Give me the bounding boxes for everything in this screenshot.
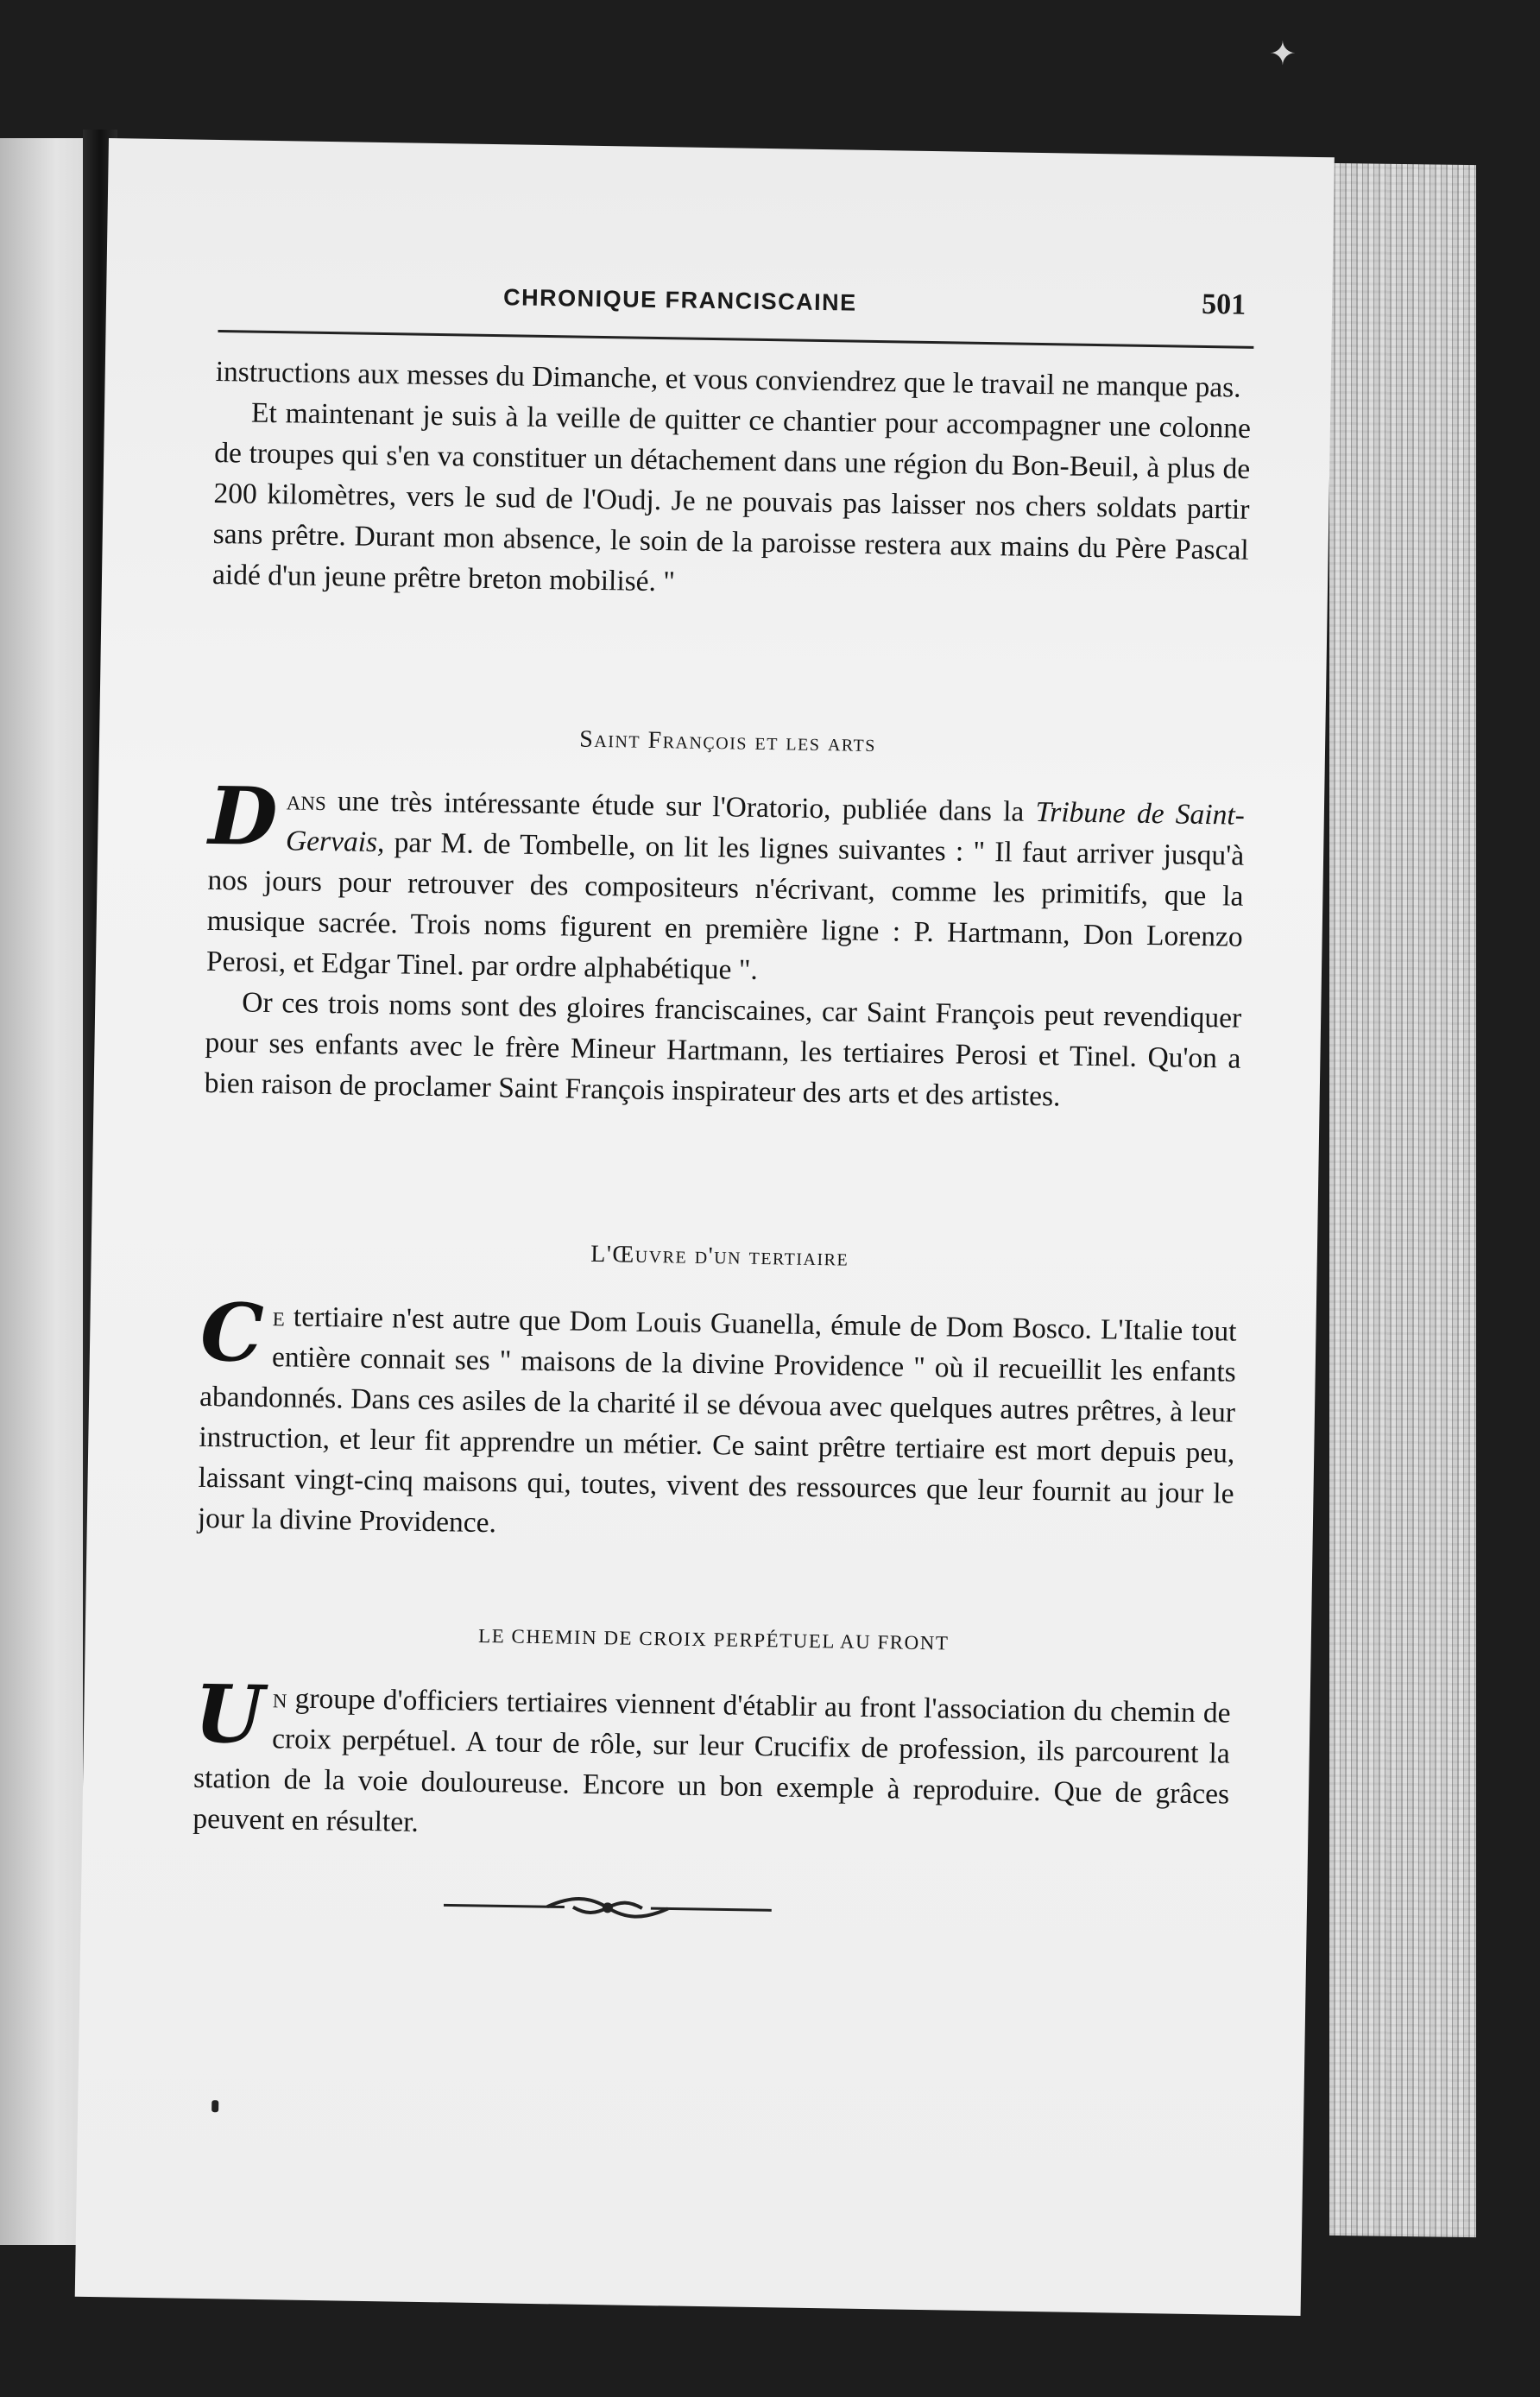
lead-word: ans <box>286 784 327 818</box>
stray-mark <box>211 2100 218 2112</box>
section-saint-francois-body <box>204 768 1246 1120</box>
dropcap-letter: U <box>193 1667 265 1762</box>
section-title-saint-francois: Saint François et les arts <box>579 725 877 758</box>
section-oeuvre-paragraph-1: Ce tertiaire n'est autre que Dom Louis Guanella, émule de Dom Bosco. L'Italie tout entière connait ses " maisons de la divine Providence " où il recueillit les enfants abandonnés. Dans ces asiles de la charité il se dévoua avec quelques autres prêtres, à leur instruction, et leur fit apprendre un métier. Ce saint prêtre tertiaire est mort depuis peu, laissant vingt-cinq maisons qui, toutes, vivent des ressources que leur fournit au jour le jour la divine Providence. <box>197 1285 1237 1540</box>
section-oeuvre-body <box>197 1285 1237 1555</box>
section-title-chemin-de-croix: LE CHEMIN DE CROIX PERPÉTUEL AU FRONT <box>477 1624 950 1654</box>
intro-text <box>212 351 1252 611</box>
intro-paragraph-2: Et maintenant je suis à la veille de quitter ce chantier pour accompagner une colonne de troupes qui s'en va constituer un détachement dans une région du Bon-Beuil, à plus de 200 kilomètres, vers le sud de l'Oudj. Je ne pouvais pas laisser nos chers soldats partir sans prêtre. Durant mon absence, le soin de la paroisse restera aux mains du Père Pascal aidé d'un jeune prêtre breton mobilisé. " <box>211 396 1252 598</box>
section-chemin-body <box>192 1667 1231 1856</box>
intro-paragraph-1: instructions aux messes du Dimanche, et vous conviendrez que le travail ne manque pas. <box>215 355 1241 404</box>
page-edges-stack <box>1329 163 1476 2237</box>
section-saint-francois-paragraph-1: Dans une très intéressante étude sur l'Oratorio, publiée dans la Tribune de Saint-Gervais, par M. de Tombelle, on lit les lignes suivantes : " Il faut arriver jusqu'à nos jours pour retrouver des compositeurs n'écrivant, comme les primitifs, que la musique sacrée. Trois noms figurent en première ligne : P. Hartmann, Don Lorenzo Perosi, et Edgar Tinel. par ordre alphabétique ". <box>205 768 1246 986</box>
running-header <box>218 269 1254 349</box>
lead-word: n <box>272 1682 287 1715</box>
lead-word: e <box>272 1300 286 1333</box>
section-chemin-paragraph-1: Un groupe d'officiers tertiaires viennent d'établir au front l'association du chemin de croix perpétuel. A tour de rôle, sur leur Crucifix de profession, ils parcourent la station de la voie douloureuse. Encore un bon exemple à reproduire. Que de grâces peuvent en résulter. <box>192 1667 1231 1838</box>
journal-title: Tribune de Saint-Gervais, <box>285 795 1246 859</box>
page-number: 501 <box>1201 288 1247 321</box>
book-page <box>75 138 1335 2316</box>
section-saint-francois-paragraph-2: Or ces trois noms sont des gloires franciscaines, car Saint François peut revendiquer pour ses enfants avec le frère Mineur Hartmann, les tertiaires Perosi et Tinel. Qu'on a bien raison de proclamer Saint François inspirateur des arts et des artistes. <box>204 986 1242 1113</box>
section-title-oeuvre: L'Œuvre d'un tertiaire <box>590 1240 849 1272</box>
vine-scroll-ornament-icon <box>444 1888 773 1927</box>
dropcap-letter: D <box>207 768 279 864</box>
dust-speck-icon: ✦ <box>1269 36 1297 73</box>
running-title: CHRONIQUE FRANCISCAINE <box>502 284 857 316</box>
dropcap-letter: C <box>199 1285 265 1380</box>
